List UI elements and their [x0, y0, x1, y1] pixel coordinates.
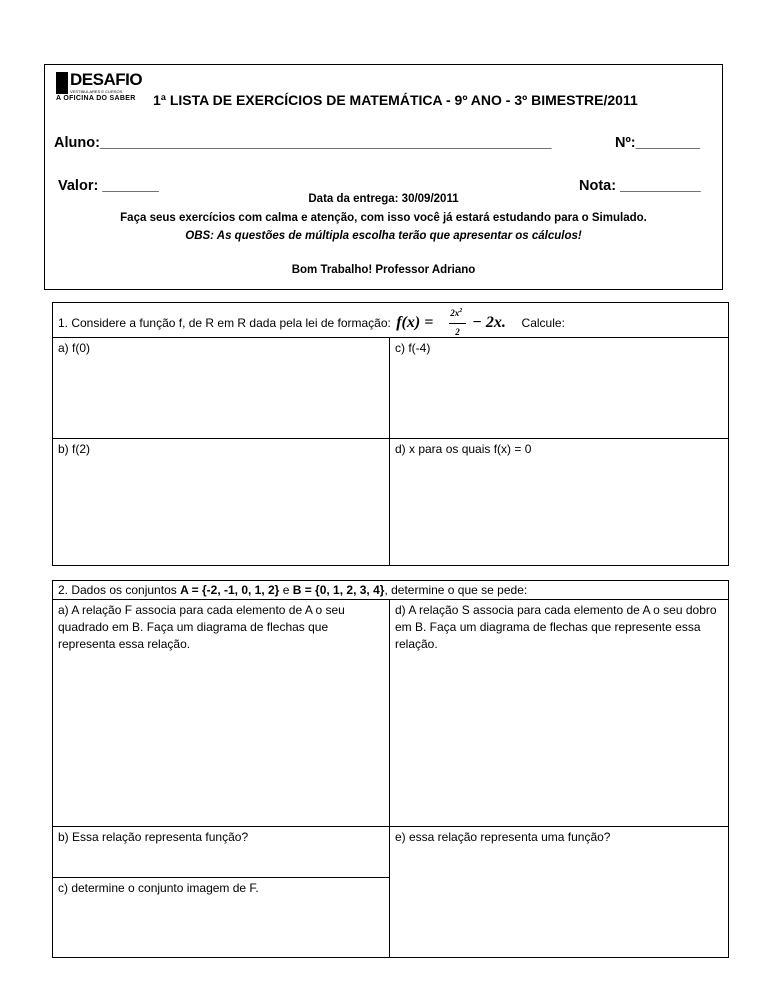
q1-b-label: b) f(2) — [58, 442, 91, 456]
q2-e-cell — [389, 826, 729, 958]
page-title: 1ª LISTA DE EXERCÍCIOS DE MATEMÁTICA - 9º ANO - 3º BIMESTRE/2011 — [153, 92, 638, 108]
q2-intro-row — [52, 580, 729, 600]
nota-field: Nota: __________ — [579, 178, 701, 194]
q2-c-label: c) determine o conjunto imagem de F. — [58, 881, 259, 895]
valor-field: Valor: _______ — [58, 178, 159, 194]
q2-intro-pre: 2. Dados os conjuntos — [58, 583, 181, 597]
q2-set-a: A = {-2, -1, 0, 1, 2} — [180, 583, 280, 597]
delivery-date: Data da entrega: 30/09/2011 — [308, 193, 459, 205]
q2-e-label: e) essa relação representa uma função? — [395, 830, 611, 844]
formula-lhs: f(x) = — [396, 314, 434, 331]
q1-b-cell — [52, 438, 390, 566]
q2-c-cell — [52, 877, 390, 958]
aluno-field: Aluno:________________________________________________________ — [54, 135, 552, 151]
formula-denominator: 2 — [455, 327, 460, 337]
q1-intro: 1. Considere a função f, de R em R dada pela lei de formação: — [58, 316, 391, 331]
formula-rhs: − 2x. — [472, 314, 506, 331]
q1-d-cell — [389, 438, 729, 566]
instructions: Faça seus exercícios com calma e atenção, com isso você já estará estudando para o Simulado. — [120, 212, 647, 224]
q2-intro-mid: e — [279, 583, 293, 597]
q2-a-label: a) A relação F associa para cada elemento de A o seu quadrado em B. Faça um diagrama de flechas que representa essa relação. — [58, 603, 345, 651]
q1-calcule: Calcule: — [521, 316, 565, 331]
q1-a-label: a) f(0) — [58, 341, 91, 355]
formula-numerator: $2x^2$ — [450, 308, 463, 318]
q2-d-cell — [389, 599, 729, 827]
q1-formula — [394, 308, 518, 337]
q1-d-label: d) x para os quais f(x) = 0 — [395, 442, 532, 456]
q2-intro-post: , determine o que se pede: — [384, 583, 528, 597]
q2-a-cell — [52, 599, 390, 827]
q2-b-cell — [52, 826, 390, 878]
school-logo — [56, 68, 143, 104]
q1-c-label: c) f(-4) — [395, 341, 431, 355]
q2-d-label: d) A relação S associa para cada elemento de A o seu dobro em B. Faça um diagrama de flechas que represente essa relação. — [395, 603, 717, 651]
q1-a-cell — [52, 337, 390, 439]
q2-b-label: b) Essa relação representa função? — [58, 830, 249, 844]
signoff: Bom Trabalho! Professor Adriano — [291, 264, 476, 276]
logo-mark-icon — [56, 72, 68, 94]
q2-set-b: B = {0, 1, 2, 3, 4} — [292, 583, 385, 597]
logo-name: DESAFIO — [70, 70, 143, 89]
numero-field: Nº:________ — [615, 135, 701, 151]
logo-tiny: VESTIBULARES E CURSOS — [70, 89, 123, 94]
q1-c-cell — [389, 337, 729, 439]
obs-note: OBS: As questões de múltipla escolha terão que apresentar os cálculos! — [185, 230, 582, 242]
logo-subtitle: A OFICINA DO SABER — [56, 95, 136, 102]
q1-intro-row — [52, 302, 729, 338]
